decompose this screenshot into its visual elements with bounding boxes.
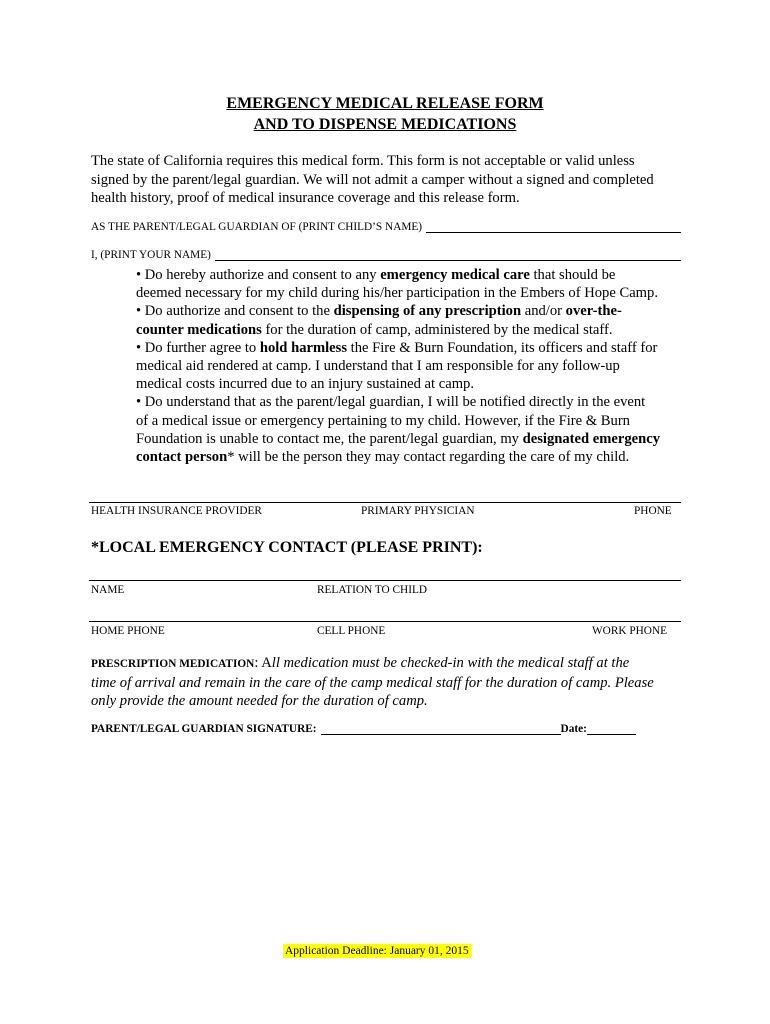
bullet-line — [136, 321, 696, 339]
bullet-text: • Do authorize and consent to the — [136, 303, 334, 320]
application-deadline: Application Deadline: January 01, 2015 — [285, 945, 469, 957]
intro-paragraph — [91, 152, 691, 208]
bullet-text: that should be — [529, 267, 616, 283]
prescription-line: only provide the amount needed for the duration of camp. — [91, 693, 428, 709]
signature-label: PARENT/LEGAL GUARDIAN SIGNATURE: — [91, 723, 317, 735]
bullet-text: Foundation is unable to contact me, the parent/legal guardian, my — [136, 430, 523, 447]
insurance-fill-line[interactable] — [89, 502, 681, 503]
prescription-text: A — [261, 655, 272, 671]
child-name-row — [91, 221, 681, 233]
bullet-text: • Do further agree to — [136, 339, 260, 356]
form-title-line2: AND TO DISPENSE MEDICATIONS — [253, 116, 517, 133]
intro-line: The state of California requires this medical form. This form is not acceptable or valid unless — [91, 153, 635, 169]
date-label: Date: — [560, 723, 587, 735]
list-item — [136, 302, 696, 320]
emergency-contact-heading: *LOCAL EMERGENCY CONTACT (PLEASE PRINT): — [91, 539, 483, 556]
bullet-line: medical costs incurred due to an injury sustained at camp. — [136, 376, 474, 393]
prescription-paragraph — [91, 654, 691, 711]
bullet-emphasis: emergency medical care — [380, 267, 530, 283]
bullet-emphasis: over-the- — [565, 303, 622, 320]
cell-phone-label: CELL PHONE — [317, 625, 386, 637]
primary-physician-label: PRIMARY PHYSICIAN — [361, 505, 475, 517]
prescription-line — [91, 654, 691, 674]
contact-name-label: NAME — [91, 584, 125, 596]
bullet-emphasis: hold harmless — [259, 339, 348, 356]
intro-line: signed by the parent/legal guardian. We will not admit a camper without a signed and completed — [91, 171, 654, 188]
list-item: • Do understand that as the parent/legal guardian, I will be notified directly in the event — [136, 394, 646, 411]
bullet-emphasis: contact person — [136, 449, 228, 466]
insurance-provider-label: HEALTH INSURANCE PROVIDER — [91, 505, 262, 517]
bullet-emphasis: designated emergency — [522, 430, 661, 447]
bullet-line: deemed necessary for my child during his/her participation in the Embers of Hope Camp. — [136, 285, 658, 302]
insurance-phone-label: PHONE — [634, 505, 672, 517]
date-field[interactable] — [587, 724, 636, 735]
bullet-line — [136, 448, 696, 466]
bullet-line — [136, 430, 696, 448]
bullet-line: medical aid rendered at camp. I understand that I am responsible for any follow-up — [136, 358, 620, 375]
consent-list — [136, 266, 696, 466]
bullet-line: of a medical issue or emergency pertaining to my child. However, if the Fire & Burn — [136, 412, 630, 429]
bullet-emphasis: counter medications — [136, 321, 262, 338]
bullet-text: * will be the person they may contact regarding the care of my child. — [227, 449, 630, 466]
contact-name-fill-line[interactable] — [89, 580, 681, 581]
prescription-label: PRESCRIPTION MEDICATION — [91, 658, 255, 670]
child-name-field[interactable] — [426, 222, 681, 233]
prescription-text: ll medication must be checked-in with the medical staff at the — [271, 655, 630, 671]
your-name-field[interactable] — [215, 250, 681, 261]
bullet-text: for the duration of camp, administered by the medical staff. — [261, 321, 613, 338]
list-item — [136, 339, 696, 357]
bullet-text: the Fire & Burn Foundation, its officers and staff for — [347, 339, 658, 356]
child-name-label: AS THE PARENT/LEGAL GUARDIAN OF (PRINT CHILD’S NAME) — [91, 221, 423, 233]
list-item — [136, 266, 696, 284]
bullet-emphasis: dispensing of any prescription — [333, 303, 522, 320]
contact-phone-fill-line[interactable] — [89, 621, 681, 622]
signature-row — [91, 723, 681, 735]
signature-field[interactable] — [321, 724, 561, 735]
intro-line: health history, proof of medical insurance coverage and this release form. — [91, 190, 520, 206]
your-name-label: I, (PRINT YOUR NAME) — [91, 249, 211, 261]
home-phone-label: HOME PHONE — [91, 625, 165, 637]
form-title-line1: EMERGENCY MEDICAL RELEASE FORM — [226, 95, 544, 112]
prescription-line: time of arrival and remain in the care of the camp medical staff for the duration of camp. Please — [91, 674, 654, 691]
prescription-colon: : — [254, 655, 262, 671]
bullet-text: • Do hereby authorize and consent to any — [136, 267, 381, 283]
relation-label: RELATION TO CHILD — [317, 584, 428, 596]
your-name-row — [91, 249, 681, 261]
bullet-text: and/or — [521, 303, 566, 320]
work-phone-label: WORK PHONE — [592, 625, 667, 637]
